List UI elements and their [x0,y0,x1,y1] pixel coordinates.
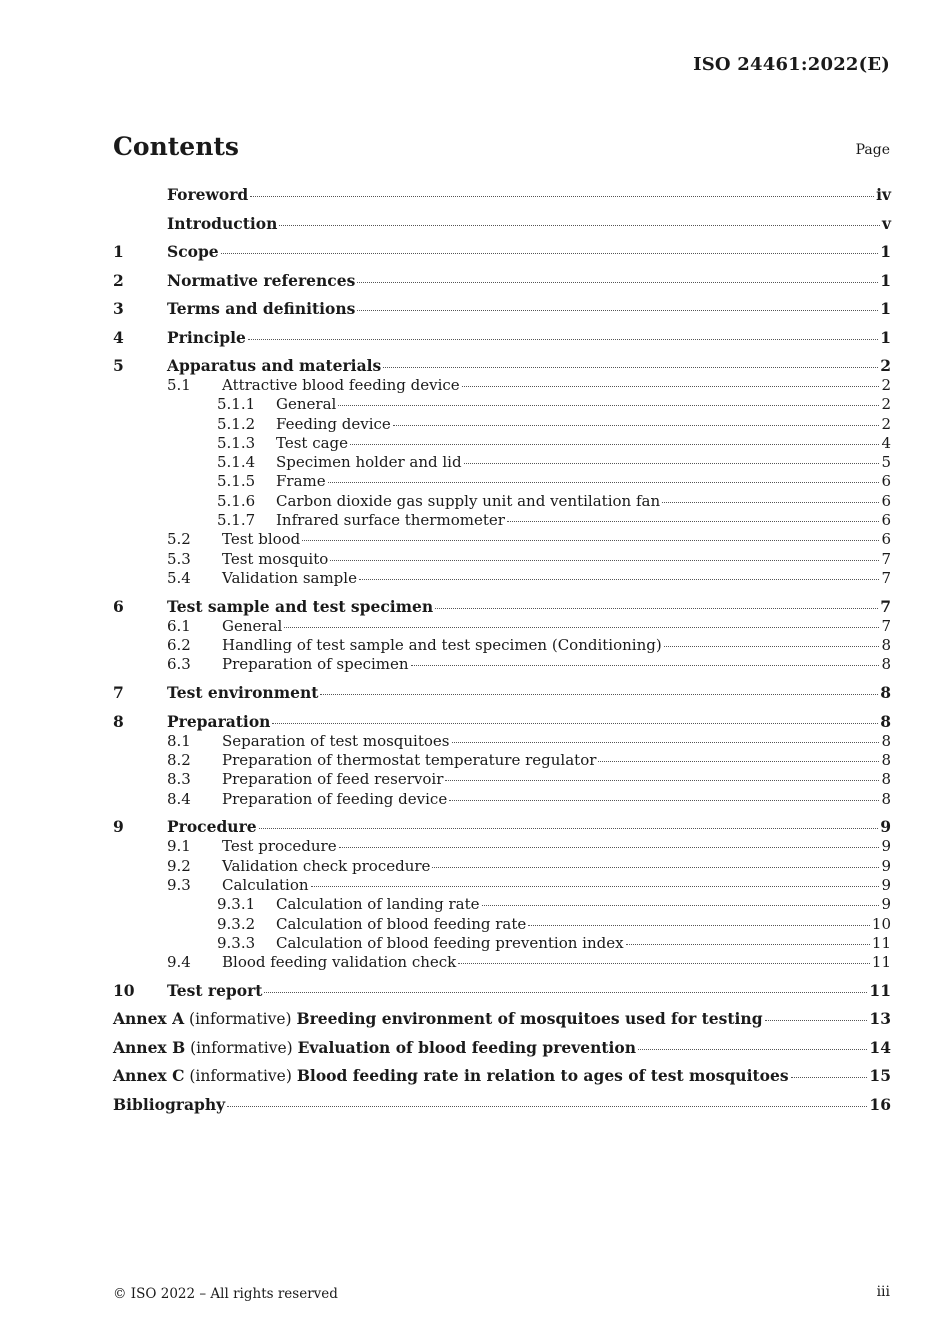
toc-entry-page: 4 [881,433,891,452]
toc-entry-number: 8.1 [167,731,191,750]
annex-kind: (informative) [184,1067,297,1086]
toc-entry-number: 2 [113,270,124,290]
toc-entry-page: 9 [881,856,891,875]
toc-entry-page: 8 [881,789,891,808]
toc-entry-number: 9 [113,817,124,837]
toc-entry-title: Validation check procedure [222,856,431,875]
dot-leader [272,723,878,724]
toc-entry[interactable] [113,857,891,876]
toc-entry-title: Preparation of feeding device [222,789,448,808]
toc-entry[interactable] [113,817,891,837]
dot-leader [259,828,879,829]
toc-entry-title: Preparation of thermostat temperature regulator [222,750,597,769]
toc-entry-title: Calculation [222,875,309,894]
toc-entry-page: 11 [871,953,891,972]
dot-leader [464,463,880,464]
dot-leader [350,444,879,445]
dot-leader [393,425,880,426]
annex-name: Blood feeding rate in relation to ages of test mosquitoes [296,1066,789,1086]
toc-entry[interactable] [113,895,891,914]
dot-leader [264,992,867,993]
toc-entry-title: Specimen holder and lid [276,453,462,472]
toc-entry-title: Test cage [276,433,349,452]
toc-entry[interactable] [113,550,891,569]
toc-entry-number: 3 [113,299,124,318]
toc-entry-page: v [881,213,891,233]
toc-entry-number: 8.2 [167,750,191,769]
toc-entry-number: 9.3 [167,875,191,894]
toc-entry-title: Infrared surface thermometer [276,511,505,530]
footer-page-number: iii [876,1284,890,1300]
dot-leader [339,847,880,848]
toc-entry-page: 8 [881,655,891,674]
toc-entry-title: Carbon dioxide gas supply unit and ventilation fan [276,491,661,510]
dot-leader [221,253,879,254]
annex-name: Breeding environment of mosquitoes used for testing [296,1009,763,1029]
toc-entry-title: Calculation of blood feeding prevention index [276,933,624,952]
toc-entry-number: 9.4 [167,953,191,972]
dot-leader [302,540,879,541]
toc-entry[interactable] [113,271,891,291]
dot-leader [598,761,879,762]
toc-entry-number: 10 [113,980,135,1000]
annex-kind: (informative) [185,1038,298,1057]
toc-entry[interactable] [113,655,891,674]
dot-leader [432,867,879,868]
toc-entry[interactable] [113,751,891,770]
toc-entry-page: 8 [880,711,891,731]
annex-name: Evaluation of blood feeding prevention [297,1037,637,1057]
toc-entry[interactable] [113,453,891,472]
toc-entry-page: 10 [871,914,891,933]
toc-entry-page: 2 [881,414,891,433]
toc-entry-number: 5.3 [167,549,191,568]
toc-entry-page: 9 [880,817,891,837]
toc-entry-page: 5 [881,453,891,472]
dot-leader [284,627,879,628]
toc-entry-title: Test sample and test specimen [167,596,434,616]
dot-leader [320,694,878,695]
toc-entry-number: 5.1.3 [217,433,256,452]
toc-entry-number: 9.1 [167,837,191,856]
toc-entry-title: Blood feeding validation check [222,953,457,972]
toc-entry-title: Introduction [167,213,278,233]
toc-entry-page: 1 [880,270,891,290]
toc-entry-number: 6.1 [167,616,191,635]
toc-entry-number: 9.3.2 [217,914,256,933]
toc-entry-title: Procedure [167,817,257,837]
toc-entry-number: 5.1.1 [217,395,256,414]
dot-leader [330,560,879,561]
toc-entry-number: 5.1.7 [217,511,256,530]
toc-entry[interactable] [113,636,891,655]
toc-entry-title: Frame [276,472,326,491]
toc-entry-page: 6 [881,530,891,549]
toc-annex-entry[interactable] [113,1038,891,1058]
dot-leader [791,1077,868,1078]
dot-leader [359,579,879,580]
toc-entry[interactable] [113,683,891,703]
dot-leader [482,905,880,906]
table-of-contents [113,185,891,1115]
toc-entry-page: iv [876,185,891,204]
document-id: ISO 24461:2022(E) [693,54,890,75]
dot-leader [626,944,870,945]
toc-entry[interactable] [113,472,891,491]
toc-entry-number: 9.2 [167,856,191,875]
toc-entry[interactable] [113,376,891,395]
footer-copyright: © ISO 2022 – All rights reserved [113,1286,338,1302]
toc-entry-number: 6.2 [167,636,191,655]
dot-leader [452,742,880,743]
toc-entry-title: Calculation of blood feeding rate [276,914,527,933]
toc-entry-page: 2 [880,356,891,375]
toc-entry-page: 11 [869,980,891,1000]
toc-annex-entry[interactable] [113,1009,891,1029]
toc-entry-title: Test environment [167,683,319,703]
dot-leader [383,367,878,368]
toc-entry[interactable] [113,915,891,934]
dot-leader [357,282,878,283]
dot-leader [462,386,880,387]
toc-entry-number: 5.1.4 [217,453,256,472]
toc-entry-title: General [276,395,337,414]
annex-title [113,1038,636,1058]
dot-leader [528,925,870,926]
toc-entry-number: 5.1.5 [217,472,256,491]
toc-entry[interactable] [113,415,891,434]
toc-entry-title: Preparation of feed reservoir [222,770,444,789]
toc-entry-number: 5.2 [167,530,191,549]
toc-entry[interactable] [113,214,891,234]
toc-entry[interactable] [113,617,891,636]
toc-entry-title: Test procedure [222,837,337,856]
toc-entry-page: 9 [881,837,891,856]
dot-leader [765,1020,868,1021]
toc-entry-title: Test mosquito [222,549,329,568]
toc-entry[interactable] [113,242,891,262]
toc-entry-page: 7 [881,568,891,587]
toc-entry-page: 9 [881,875,891,894]
dot-leader [311,886,880,887]
toc-entry-title: Principle [167,327,246,347]
dot-leader [250,196,874,197]
toc-entry[interactable] [113,530,891,549]
toc-entry-page: 8 [880,683,891,703]
toc-entry-title: Feeding device [276,414,391,433]
toc-entry-title: Handling of test sample and test specimen (Conditioning) [222,636,662,655]
toc-entry-title: Preparation [167,711,271,731]
toc-entry-page: 8 [881,731,891,750]
dot-leader [338,405,879,406]
toc-entry-number: 7 [113,683,124,703]
toc-entry-page: 11 [871,933,891,952]
dot-leader [664,646,880,647]
toc-entry[interactable] [113,876,891,895]
page-column-label: Page [855,142,890,158]
toc-entry[interactable] [113,356,891,376]
toc-entry-title: Preparation of specimen [222,655,409,674]
toc-entry-title: Foreword [167,185,249,204]
toc-entry-title: Apparatus and materials [167,356,382,375]
toc-entry-page: 9 [881,895,891,914]
dot-leader [507,521,880,522]
annex-label: Annex C [113,1066,185,1086]
dot-leader [458,963,870,964]
toc-entry[interactable] [113,712,891,732]
toc-entry[interactable] [113,953,891,972]
toc-entry[interactable] [113,770,891,789]
toc-entry-page: 1 [880,327,891,347]
dot-leader [449,800,879,801]
dot-leader [248,339,878,340]
toc-entry-number: 5 [113,356,124,375]
toc-entry-title: Attractive blood feeding device [222,376,460,394]
dot-leader [279,225,880,226]
toc-entry-page: 7 [880,596,891,616]
dot-leader [227,1106,867,1107]
toc-entry-number: 4 [113,327,124,347]
toc-entry-title: Normative references [167,270,356,290]
toc-entry-page: 6 [881,472,891,491]
toc-entry-title: Separation of test mosquitoes [222,731,450,750]
toc-entry-page: 15 [869,1066,891,1086]
toc-entry[interactable] [113,492,891,511]
toc-entry-number: 5.1.2 [217,414,256,433]
toc-entry-title: Validation sample [222,568,357,587]
dot-leader [638,1049,867,1050]
toc-entry-title: Test blood [222,530,301,549]
toc-entry-page: 1 [880,242,891,261]
dot-leader [662,502,879,503]
dot-leader [357,310,878,311]
toc-entry-number: 8 [113,711,124,731]
toc-entry-number: 9.3.1 [217,895,256,914]
toc-entry-page: 7 [881,549,891,568]
toc-entry[interactable] [113,328,891,348]
toc-entry[interactable] [113,837,891,856]
toc-entry-page: 6 [881,491,891,510]
toc-entry-number: 5.1.6 [217,491,256,510]
toc-entry[interactable] [113,934,891,953]
dot-leader [435,608,878,609]
annex-title [113,1066,789,1086]
toc-entry-title: Bibliography [113,1094,226,1114]
toc-entry-page: 8 [881,750,891,769]
toc-entry-number: 5.1 [167,376,191,394]
toc-entry-title: Calculation of landing rate [276,895,480,914]
toc-entry-page: 16 [869,1094,891,1114]
toc-entry-number: 8.3 [167,770,191,789]
toc-entry-page: 2 [881,376,891,394]
toc-entry-title: Scope [167,242,219,261]
toc-entry[interactable] [113,569,891,588]
toc-entry-page: 13 [869,1009,891,1029]
toc-entry-page: 2 [881,395,891,414]
toc-entry-page: 14 [869,1037,891,1057]
toc-entry-page: 8 [881,636,891,655]
toc-entry[interactable] [113,597,891,617]
annex-title [113,1009,763,1029]
toc-entry[interactable] [113,511,891,530]
annex-label: Annex B [113,1037,186,1057]
toc-entry-title: General [222,616,283,635]
toc-entry-title: Terms and definitions [167,299,356,318]
toc-entry-page: 6 [881,511,891,530]
toc-entry[interactable] [113,732,891,751]
toc-entry[interactable] [113,981,891,1001]
toc-entry-title: Test report [167,980,263,1000]
contents-heading: Contents [113,132,240,161]
toc-bibliography-entry[interactable] [113,1095,891,1115]
annex-kind: (informative) [184,1010,297,1029]
toc-entry[interactable] [113,434,891,453]
toc-annex-entry[interactable] [113,1066,891,1086]
toc-entry[interactable] [113,790,891,809]
dot-leader [411,665,880,666]
toc-entry[interactable] [113,395,891,414]
toc-entry-number: 1 [113,242,124,261]
toc-entry-number: 5.4 [167,568,191,587]
dot-leader [445,780,879,781]
toc-entry-page: 7 [881,616,891,635]
toc-entry-page: 8 [881,770,891,789]
toc-entry[interactable] [113,299,891,319]
dot-leader [328,482,880,483]
toc-entry-number: 6.3 [167,655,191,674]
toc-entry-page: 1 [880,299,891,318]
toc-entry-number: 8.4 [167,789,191,808]
toc-entry[interactable] [113,185,891,205]
toc-entry-number: 6 [113,596,124,616]
annex-label: Annex A [113,1009,185,1029]
toc-entry-number: 9.3.3 [217,933,256,952]
